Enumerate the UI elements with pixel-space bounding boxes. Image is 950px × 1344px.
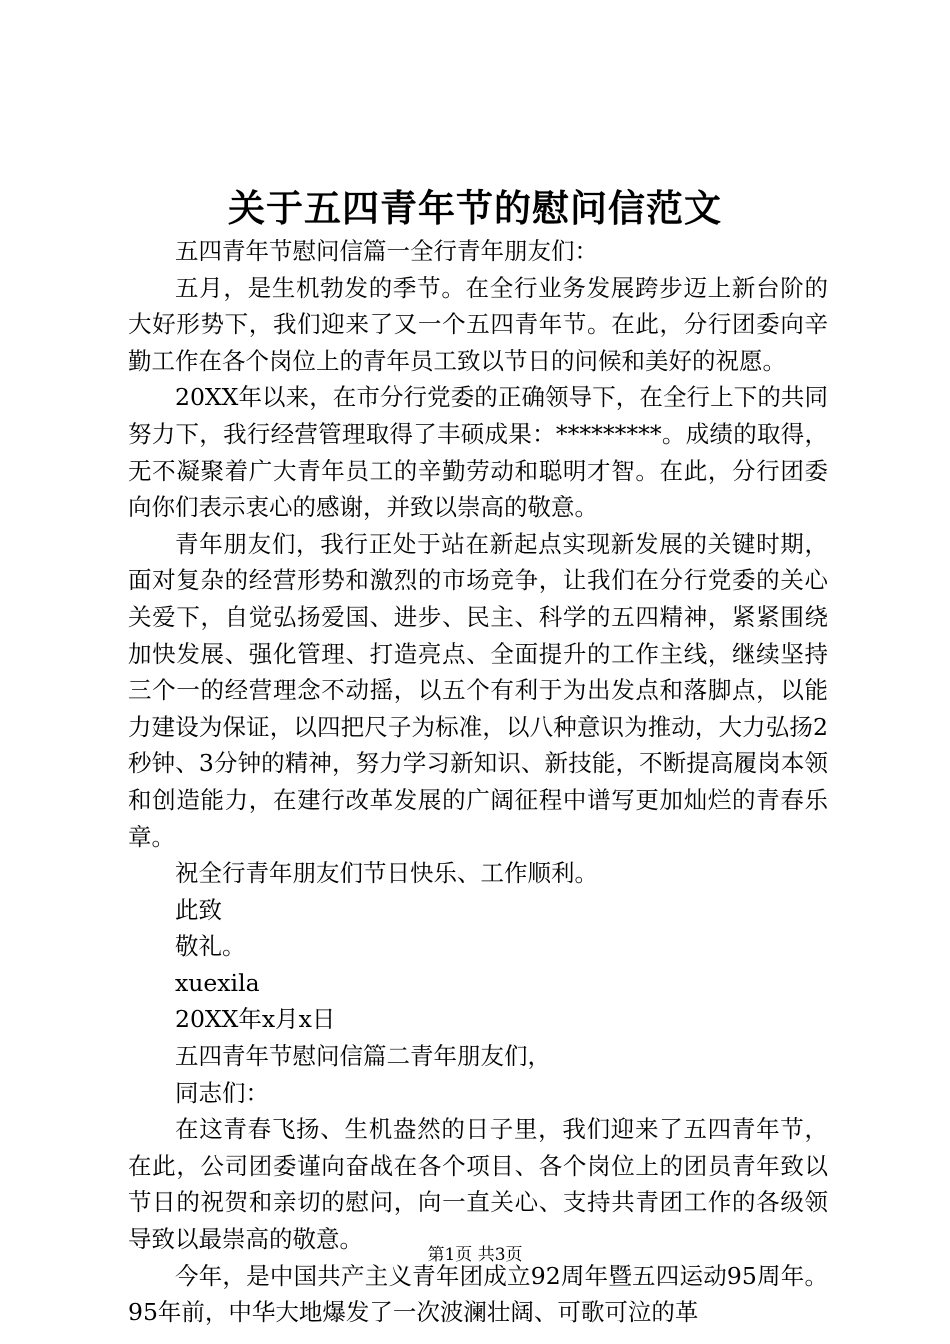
paragraph-1: 五四青年节慰问信篇一全行青年朋友们： bbox=[175, 237, 598, 265]
paragraph-9: 今年，是中国共产主义青年团成立92周年暨五四运动95周年。95年前，中华大地爆发了一次波澜壮阔、可歌可泣的革 bbox=[128, 1261, 828, 1327]
closing-respect: 敬礼。 bbox=[175, 932, 246, 961]
document-body bbox=[128, 233, 828, 1331]
paragraph-4: 青年朋友们，我行正处于站在新起点实现新发展的关键时期，面对复杂的经营形势和激烈的市场竞争，让我们在分行党委的关心关爱下，自觉弘扬爱国、进步、民主、科学的五四精神，紧紧围绕加快发展、强化管理、打造亮点、全面提升的工作主线，继续坚持三个一的经营理念不动摇，以五个有利于为出发点和落脚点，以能力建设为保证，以四把尺子为标准，以八种意识为推动，大力弘扬2秒钟、3分钟的精神，努力学习新知识、新技能，不断提高履岗本领和创造能力，在建行改革发展的广阔征程中谱写更加灿烂的青春乐章。 bbox=[128, 529, 828, 851]
paragraph-5: 祝全行青年朋友们节日快乐、工作顺利。 bbox=[175, 859, 598, 888]
paragraph-2: 五月，是生机勃发的季节。在全行业务发展跨步迈上新台阶的大好形势下，我们迎来了又一个五四青年节。在此，分行团委向辛勤工作在各个岗位上的青年员工致以节日的问候和美好的祝愿。 bbox=[128, 273, 828, 375]
paragraph-7: 同志们： bbox=[175, 1078, 269, 1107]
paragraph-3: 20XX年以来，在市分行党委的正确领导下，在全行上下的共同努力下，我行经营管理取得了丰硕成果：*********。成绩的取得，无不凝聚着广大青年员工的辛勤劳动和聪明才智。在此，分行团委向你们表示衷心的感谢，并致以崇高的敬意。 bbox=[128, 383, 828, 522]
paragraph-6: 五四青年节慰问信篇二青年朋友们， bbox=[175, 1042, 551, 1071]
page-footer: 第1页 共3页 bbox=[427, 1245, 523, 1265]
closing-salutation: 此致 bbox=[175, 895, 222, 924]
signature: xuexila bbox=[175, 968, 260, 997]
document-title: 关于五四青年节的慰问信范文 bbox=[228, 186, 722, 230]
date-line: 20XX年x月x日 bbox=[175, 1005, 336, 1034]
paragraph-8: 在这青春飞扬、生机盎然的日子里，我们迎来了五四青年节，在此，公司团委谨向奋战在各个项目、各个岗位上的团员青年致以节日的祝贺和亲切的慰问，向一直关心、支持共青团工作的各级领导致以最崇高的敬意。 bbox=[128, 1115, 828, 1254]
